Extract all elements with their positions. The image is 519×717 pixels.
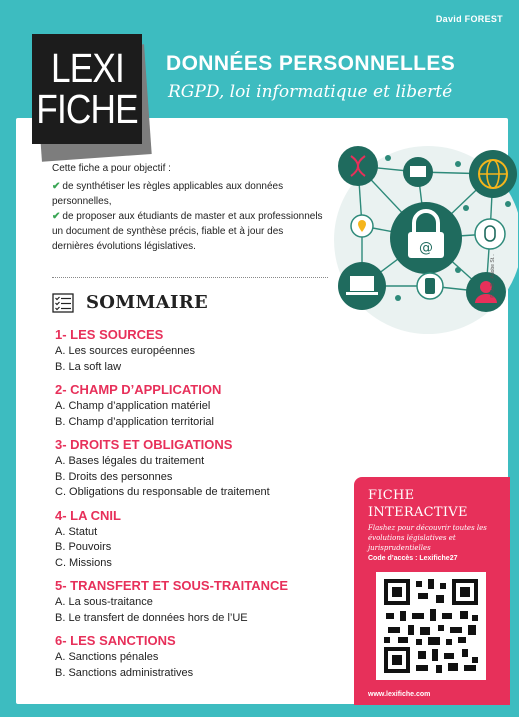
image-credit: © Scilli - Adobe St...	[490, 253, 496, 298]
toc-item: B. Droits des personnes	[55, 470, 173, 483]
checkmark-icon: ✔	[52, 181, 61, 192]
sommaire-title: SOMMAIRE	[86, 292, 208, 313]
objective-point-1	[52, 179, 327, 209]
toc-section-droits	[55, 436, 345, 501]
page-title: DONNÉES PERSONNELLES	[166, 52, 456, 75]
promo-title-line-2: INTERACTIVE	[368, 505, 468, 520]
toc-heading: 2- CHAMP D’APPLICATION	[55, 382, 222, 397]
checkmark-icon: ✔	[52, 211, 61, 222]
toc-item: A. La sous-traitance	[55, 596, 153, 608]
toc-item: B. La soft law	[55, 360, 122, 373]
objective-point-2	[52, 209, 327, 254]
objective-point-1-text: de synthétiser les règles applicables aux données personnelles,	[52, 181, 284, 207]
toc-item: B. Le transfert de données hors de l’UE	[55, 611, 248, 624]
toc-section-sanctions	[55, 632, 345, 681]
toc-heading: 3- DROITS ET OBLIGATIONS	[55, 437, 233, 452]
access-code: Code d’accès : Lexifiche27	[368, 555, 458, 562]
table-of-contents	[55, 326, 345, 687]
toc-heading: 4- LA CNIL	[55, 507, 121, 523]
qr-code-icon	[382, 577, 480, 675]
promo-title	[368, 487, 468, 521]
toc-item: A. Champ d’application matériel	[55, 400, 211, 412]
checklist-icon	[52, 293, 74, 313]
logo-line-lexi: LEXI	[50, 45, 124, 91]
svg-text:@: @	[419, 240, 433, 256]
toc-item: B. Pouvoirs	[55, 541, 112, 553]
toc-section-champ	[55, 381, 345, 430]
toc-heading: 6- LES SANCTIONS	[55, 633, 176, 648]
data-network-illustration	[318, 128, 518, 360]
objective-block	[52, 161, 327, 254]
dotted-divider	[52, 277, 328, 278]
website-link[interactable]: www.lexifiche.com	[368, 691, 431, 698]
page-subtitle: RGPD, loi informatique et liberté	[168, 82, 453, 102]
objective-point-2-text: de proposer aux étudiants de master et aux professionnels un document de synthèse précis, fiable et à jour des dernières évolutions législatives.	[52, 211, 323, 252]
toc-item: B. Champ d’application territorial	[55, 415, 214, 428]
promo-description: Flashez pour découvrir toutes les évolutions législatives et jurisprudentielles	[368, 524, 487, 552]
mouse-node-icon	[475, 219, 505, 249]
qr-code[interactable]	[376, 572, 486, 680]
toc-heading: 1- LES SOURCES	[55, 327, 164, 342]
promo-title-line-1: FICHE	[368, 488, 415, 503]
toc-item: C. Obligations du responsable de traitement	[55, 486, 270, 498]
toc-item: A. Sanctions pénales	[55, 651, 159, 663]
sommaire-header	[52, 292, 208, 313]
author-name: David FOREST	[435, 14, 503, 24]
lexifiche-logo	[32, 34, 142, 144]
toc-item: A. Bases légales du traitement	[55, 455, 205, 467]
toc-item: A. Les sources européennes	[55, 345, 196, 357]
objective-intro: Cette fiche a pour objectif :	[52, 163, 171, 174]
interactive-promo-box	[354, 477, 510, 705]
toc-heading: 5- TRANSFERT ET SOUS-TRAITANCE	[55, 578, 289, 593]
toc-item: B. Sanctions administratives	[55, 666, 194, 679]
toc-section-sources	[55, 326, 345, 375]
toc-item: A. Statut	[55, 525, 98, 538]
toc-item: C. Missions	[55, 556, 112, 569]
toc-section-transfert	[55, 577, 345, 626]
toc-section-cnil	[55, 507, 345, 572]
logo-line-fiche: FICHE	[36, 86, 138, 132]
